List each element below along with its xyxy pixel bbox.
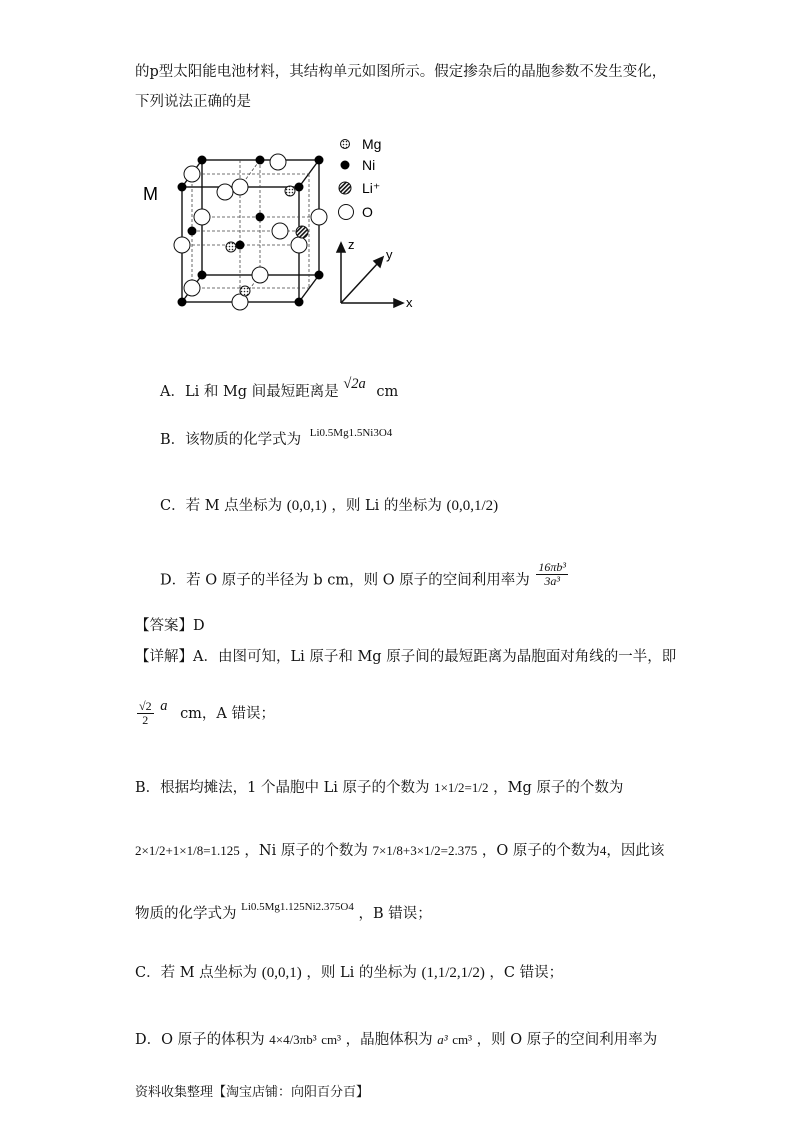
explain-d-text-1: D．O 原子的体积为 <box>135 1032 265 1048</box>
answer-line <box>135 616 205 636</box>
explain-b-o-count: 4 <box>599 843 607 858</box>
explain-b-text-7: ，B 错误； <box>358 906 432 922</box>
option-a <box>160 376 399 402</box>
answer-value: D <box>193 618 205 634</box>
option-d-text: D．若 O 原子的半径为 b cm，则 O 原子的空间利用率为 <box>160 572 530 589</box>
legend-mg-label: Mg <box>362 136 382 152</box>
option-b-formula: Li0.5Mg1.5Ni3O4 <box>309 427 393 439</box>
axis-x-label: x <box>406 295 413 310</box>
explain-b-text-4: ，O 原子的个数为 <box>481 843 600 859</box>
axis-y-label: y <box>386 247 393 262</box>
option-d <box>160 560 570 594</box>
explain-b-eq-1: 1×1/2=1/2 <box>434 780 489 795</box>
legend-ni-label: Ni <box>362 157 376 173</box>
explain-line-4 <box>135 841 664 861</box>
explain-c-text-3: ，C 错误； <box>489 965 564 981</box>
axis-z-label: z <box>348 237 355 252</box>
option-d-fraction <box>536 561 568 588</box>
explain-d-vol: a³ <box>437 1032 448 1047</box>
option-c-text-1: C．若 M 点坐标为 <box>160 498 283 514</box>
option-c-coord-li: (0,0,1/2) <box>446 498 499 514</box>
option-d-numerator: 16πb³ <box>538 560 566 574</box>
option-c <box>160 496 498 516</box>
explain-a-text: A．由图可知，Li 原子和 Mg 原子间的最短距离为晶胞面对角线的一半，即 <box>193 649 677 665</box>
explain-a-rest: cm，A 错误； <box>180 705 276 722</box>
option-a-math: √2a <box>343 376 366 392</box>
explain-line-1 <box>135 647 676 667</box>
answer-label: 【答案】 <box>135 618 193 634</box>
explain-d-eq: 4×4/3πb³ <box>269 1032 317 1047</box>
intro-line-1: 的p型太阳能电池材料，其结构单元如图所示。假定掺杂后的晶胞参数不发生变化， <box>135 64 667 80</box>
explain-line-2 <box>135 697 276 727</box>
o-legend-icon <box>339 205 354 220</box>
option-a-unit: cm <box>376 384 399 400</box>
explain-label: 【详解】 <box>135 649 193 665</box>
explain-b-text-2: ，Mg 原子的个数为 <box>493 780 624 796</box>
explain-c-text-2: ，则 Li 的坐标为 <box>306 965 417 981</box>
explain-b-text-3: ，Ni 原子的个数为 <box>244 843 368 859</box>
explain-c-coord-li: (1,1/2,1/2) <box>421 965 485 981</box>
li-atoms <box>296 226 308 238</box>
explain-b-text-1: B．根据均摊法，1 个晶胞中 Li 原子的个数为 <box>135 780 430 796</box>
option-c-coord-m: (0,0,1) <box>286 498 327 514</box>
explain-a-fraction: $\frac{√2}{2}$ <box>139 699 152 727</box>
explain-a-var: a <box>160 697 168 714</box>
explain-b-text-5: ，因此该 <box>606 843 665 859</box>
explain-b-eq-3: 7×1/8+3×1/2=2.375 <box>372 843 478 858</box>
legend-li-label: Li⁺ <box>362 180 381 196</box>
explain-d-text-3: ，则 O 原子的空间利用率为 <box>476 1032 658 1048</box>
option-a-text: A．Li 和 Mg 间最短距离是 <box>160 384 339 400</box>
ni-legend-icon <box>341 161 350 170</box>
li-legend-icon <box>339 182 351 194</box>
explain-c-text-1: C．若 M 点坐标为 <box>135 965 258 981</box>
option-b <box>160 427 393 451</box>
m-point-label: M <box>143 184 158 204</box>
explain-d-unit-2: cm³ <box>452 1032 473 1047</box>
footer-text: 资料收集整理【淘宝店铺：向阳百分百】 <box>135 1085 370 1100</box>
explain-line-7 <box>135 1030 657 1050</box>
explain-b-formula: Li0.5Mg1.125Ni2.375O4 <box>241 901 354 913</box>
explain-b-text-6: 物质的化学式为 <box>135 906 237 922</box>
mg-legend-icon <box>341 140 350 149</box>
legend <box>339 136 382 220</box>
crystal-structure-figure <box>135 125 435 325</box>
legend-o-label: O <box>362 204 373 220</box>
explain-d-unit-1: cm³ <box>321 1032 342 1047</box>
explain-line-5 <box>135 901 432 925</box>
option-b-text: B．该物质的化学式为 <box>160 432 302 448</box>
explain-line-3 <box>135 778 623 798</box>
explain-d-text-2: ，晶胞体积为 <box>345 1032 433 1048</box>
explain-line-6 <box>135 963 563 983</box>
explain-b-eq-2: 2×1/2+1×1/8=1.125 <box>135 843 240 858</box>
explain-c-coord-m: (0,0,1) <box>261 965 302 981</box>
intro-line-2: 下列说法正确的是 <box>135 94 251 110</box>
option-d-denominator: 3a³ <box>544 574 560 588</box>
coordinate-axes <box>337 243 403 307</box>
option-c-text-2: ，则 Li 的坐标为 <box>331 498 442 514</box>
